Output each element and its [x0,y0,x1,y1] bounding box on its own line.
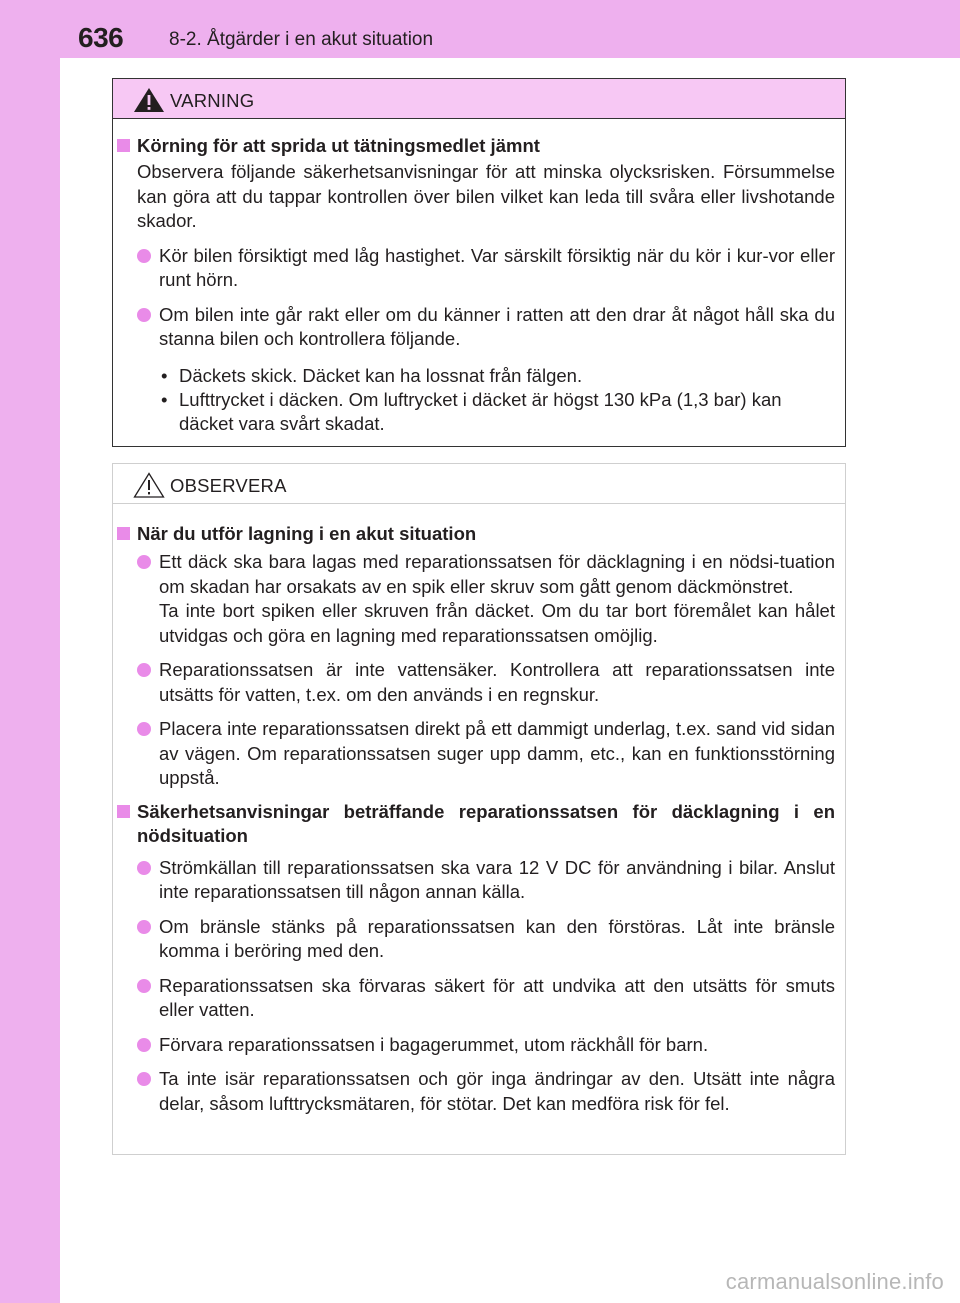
square-bullet-icon [117,805,130,818]
list-item: Placera inte reparationssatsen direkt på ett dammigt underlag, t.ex. sand vid sidan av vägen. Om reparationssatsen suger upp damm, etc., kan en funktionsstörning uppstå. [117,717,835,791]
list-item: Reparationssatsen ska förvaras säkert för att undvika att den utsätts för smuts eller vatten. [117,974,835,1023]
notice-item-heading: Säkerhetsanvisningar beträffande reparationssatsen för däcklagning i en nödsituation [117,800,835,848]
page-number: 636 [78,22,124,53]
circle-bullet-icon [137,1072,151,1086]
notice-title: OBSERVERA [170,475,287,496]
list-item: Om bilen inte går rakt eller om du känner i ratten att den drar åt något håll ska du stanna bilen och kontrollera följande. [117,303,835,352]
notice-box [112,463,846,1155]
circle-bullet-icon [137,663,151,677]
warning-title: VARNING [170,90,255,111]
circle-bullet-icon [137,308,151,322]
left-margin-band [0,0,60,1303]
notice-box-header [113,464,845,504]
list-item: Reparationssatsen är inte vattensäker. Kontrollera att reparationssatsen inte utsätts för vatten, t.ex. om den används i en regnskur. [117,658,835,707]
warning-intro: Observera följande säkerhetsanvisningar för att minska olycksrisken. Försummelse kan göra att du tappar kontrollen över bilen vilket kan leda till svåra eller livshotande skador. [137,161,835,231]
section-title: 8-2. Åtgärder i en akut situation [169,29,434,50]
circle-bullet-icon [137,555,151,569]
sub-bullet-marker: • [161,388,168,410]
circle-bullet-icon [137,920,151,934]
circle-bullet-icon [137,1038,151,1052]
notice-item-heading: När du utför lagning i en akut situation [117,522,835,546]
warning-box [112,78,846,447]
warning-box-body [113,119,845,436]
notice-box-body [113,504,845,1116]
circle-bullet-icon [137,861,151,875]
sub-list-item: • Däckets skick. Däcket kan ha lossnat från fälgen. [161,364,583,386]
square-bullet-icon [117,139,130,152]
list-item: Ett däck ska bara lagas med reparationssatsen för däcklagning i en nödsi-tuation om skadan har orsakats av en spik eller skruv som gått genom däckmönstret. Ta inte bort spiken eller skruven från däcket. Om du tar bort föremålet kan hålet utvidgas och göra en lagning med reparationssatsen omöjlig. [117,550,835,648]
list-item: Kör bilen försiktigt med låg hastighet. Var särskilt försiktig när du kör i kur-vor eller runt hörn. [117,244,835,293]
warning-item-heading: Körning för att sprida ut tätningsmedlet jämnt [117,134,835,158]
notice-triangle-icon [133,472,165,498]
sub-bullet-marker: • [161,364,168,386]
site-watermark: carmanualsonline.info [725,1269,944,1294]
header-band [0,0,960,62]
circle-bullet-icon [137,722,151,736]
circle-bullet-icon [137,249,151,263]
sub-list-item: • Lufttrycket i däcken. Om luftrycket i däcket är högst 130 kPa (1,3 bar) kan däcket vara svårt skadat. [161,388,782,434]
list-item-extra: Ta inte bort spiken eller skruven från däcket. Om du tar bort föremålet kan hålet utvidgas och göra en lagning med reparationssatsen omöjlig. [159,600,835,646]
list-item: Förvara reparationssatsen i bagagerummet, utom räckhåll för barn. [117,1033,835,1058]
square-bullet-icon [117,527,130,540]
warning-triangle-icon [133,87,165,113]
list-item: Ta inte isär reparationssatsen och gör inga ändringar av den. Utsätt inte några delar, såsom lufttrycksmätaren, för stötar. Det kan medföra risk för fel. [117,1067,835,1116]
circle-bullet-icon [137,979,151,993]
list-item: Om bränsle stänks på reparationssatsen kan den förstöras. Låt inte bränsle komma i beröring med den. [117,915,835,964]
list-item: Strömkällan till reparationssatsen ska vara 12 V DC för användning i bilar. Anslut inte reparationssatsen till någon annan källa. [117,856,835,905]
warning-box-header [113,79,845,119]
